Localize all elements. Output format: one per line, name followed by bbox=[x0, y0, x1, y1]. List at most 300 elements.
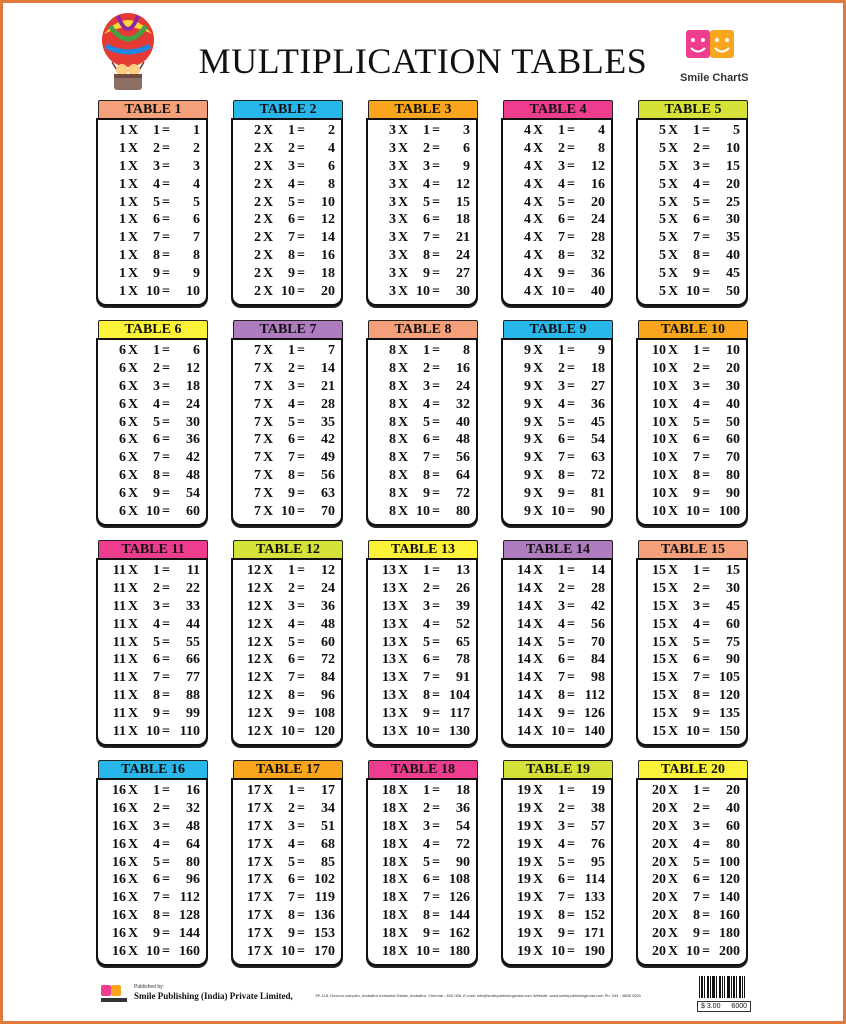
equals-sign: = bbox=[702, 598, 710, 614]
times-sign: X bbox=[263, 486, 274, 502]
multiplier: 7 bbox=[288, 670, 295, 686]
multiplier: 3 bbox=[153, 158, 160, 174]
product: 150 bbox=[719, 724, 740, 740]
product: 9 bbox=[463, 158, 470, 174]
product: 144 bbox=[179, 926, 200, 942]
table-card bbox=[636, 760, 748, 966]
times-sign: X bbox=[398, 230, 409, 246]
multiplicand: 14 bbox=[517, 580, 531, 596]
product: 88 bbox=[186, 688, 200, 704]
table-header: TABLE 1 bbox=[98, 100, 208, 119]
times-sign: X bbox=[668, 360, 679, 376]
product: 90 bbox=[591, 504, 605, 520]
multiplicand: 4 bbox=[524, 123, 531, 138]
product: 190 bbox=[584, 944, 605, 960]
table-row bbox=[368, 562, 476, 580]
multiplier: 8 bbox=[558, 468, 565, 484]
product: 6 bbox=[193, 212, 200, 228]
equals-sign: = bbox=[297, 688, 305, 704]
equals-sign: = bbox=[432, 432, 440, 448]
table-card bbox=[501, 760, 613, 966]
equals-sign: = bbox=[702, 652, 710, 668]
table-row bbox=[368, 907, 476, 925]
equals-sign: = bbox=[162, 248, 170, 264]
equals-sign: = bbox=[432, 468, 440, 484]
multiplier: 1 bbox=[558, 343, 565, 358]
publisher-name: Smile Publishing (India) Private Limited, bbox=[134, 991, 293, 1001]
multiplier: 7 bbox=[153, 670, 160, 686]
table-row bbox=[233, 378, 341, 396]
times-sign: X bbox=[398, 504, 409, 520]
multiplicand: 11 bbox=[112, 634, 126, 650]
equals-sign: = bbox=[297, 818, 305, 834]
equals-sign: = bbox=[702, 563, 710, 578]
multiplicand: 2 bbox=[254, 248, 261, 264]
multiplier: 3 bbox=[288, 598, 295, 614]
times-sign: X bbox=[263, 670, 274, 686]
times-sign: X bbox=[263, 123, 274, 138]
table-row bbox=[503, 414, 611, 432]
times-sign: X bbox=[128, 360, 139, 376]
multiplier: 8 bbox=[288, 248, 295, 264]
product: 60 bbox=[321, 634, 335, 650]
product: 48 bbox=[186, 818, 200, 834]
table-row bbox=[98, 247, 206, 265]
multiplier: 3 bbox=[558, 158, 565, 174]
multiplier: 5 bbox=[693, 194, 700, 210]
multiplicand: 8 bbox=[389, 360, 396, 376]
equals-sign: = bbox=[162, 688, 170, 704]
product: 56 bbox=[456, 450, 470, 466]
product: 120 bbox=[314, 724, 335, 740]
table-row bbox=[638, 503, 746, 521]
table-row bbox=[368, 836, 476, 854]
times-sign: X bbox=[128, 670, 139, 686]
equals-sign: = bbox=[297, 908, 305, 924]
price-box bbox=[697, 1001, 751, 1012]
product: 60 bbox=[726, 432, 740, 448]
multiplicand: 12 bbox=[247, 670, 261, 686]
table-card bbox=[366, 540, 478, 746]
multiplier: 5 bbox=[288, 194, 295, 210]
table-row bbox=[233, 580, 341, 598]
multiplicand: 4 bbox=[524, 284, 531, 300]
times-sign: X bbox=[668, 818, 679, 834]
table-row bbox=[98, 854, 206, 872]
multiplicand: 2 bbox=[254, 158, 261, 174]
table-body bbox=[231, 558, 343, 746]
times-sign: X bbox=[263, 908, 274, 924]
times-sign: X bbox=[398, 616, 409, 632]
product: 70 bbox=[321, 504, 335, 520]
multiplier: 10 bbox=[281, 284, 295, 300]
multiplier: 10 bbox=[146, 504, 160, 520]
product: 40 bbox=[726, 396, 740, 412]
times-sign: X bbox=[398, 248, 409, 264]
multiplier: 2 bbox=[693, 360, 700, 376]
product: 39 bbox=[456, 598, 470, 614]
product: 4 bbox=[598, 123, 605, 138]
equals-sign: = bbox=[297, 158, 305, 174]
multiplicand: 7 bbox=[254, 504, 261, 520]
product: 27 bbox=[591, 378, 605, 394]
multiplier: 3 bbox=[423, 158, 430, 174]
table-row bbox=[638, 449, 746, 467]
equals-sign: = bbox=[162, 140, 170, 156]
publisher-address: SP-118, Dexcon complex, Ambattur Industrial Estate, Ambattur, Chennai - 600 058. E-mail: info@smilepublishingindia.com Website: www.smilepublishingindia.com Ph: 044 - 4858 2000 bbox=[315, 993, 641, 998]
multiplier: 9 bbox=[558, 486, 565, 502]
equals-sign: = bbox=[297, 248, 305, 264]
equals-sign: = bbox=[162, 652, 170, 668]
equals-sign: = bbox=[567, 890, 575, 906]
times-sign: X bbox=[128, 486, 139, 502]
equals-sign: = bbox=[162, 872, 170, 888]
table-row bbox=[98, 140, 206, 158]
equals-sign: = bbox=[432, 212, 440, 228]
equals-sign: = bbox=[432, 194, 440, 210]
times-sign: X bbox=[533, 580, 544, 596]
times-sign: X bbox=[398, 378, 409, 394]
multiplicand: 18 bbox=[382, 818, 396, 834]
multiplier: 2 bbox=[558, 360, 565, 376]
times-sign: X bbox=[668, 432, 679, 448]
table-row bbox=[98, 871, 206, 889]
multiplier: 4 bbox=[423, 836, 430, 852]
multiplicand: 7 bbox=[254, 432, 261, 448]
table-row bbox=[233, 503, 341, 521]
multiplicand: 6 bbox=[119, 504, 126, 520]
multiplier: 1 bbox=[693, 123, 700, 138]
times-sign: X bbox=[668, 396, 679, 412]
multiplier: 8 bbox=[153, 908, 160, 924]
multiplicand: 20 bbox=[652, 926, 666, 942]
table-row bbox=[98, 669, 206, 687]
table-row bbox=[368, 431, 476, 449]
table-row bbox=[638, 854, 746, 872]
table-row bbox=[233, 140, 341, 158]
table-row bbox=[98, 265, 206, 283]
equals-sign: = bbox=[162, 944, 170, 960]
times-sign: X bbox=[263, 836, 274, 852]
table-row bbox=[98, 818, 206, 836]
table-row bbox=[638, 194, 746, 212]
equals-sign: = bbox=[432, 598, 440, 614]
tables-grid bbox=[96, 100, 748, 966]
multiplier: 8 bbox=[423, 688, 430, 704]
multiplicand: 18 bbox=[382, 890, 396, 906]
table-header: TABLE 4 bbox=[503, 100, 613, 119]
equals-sign: = bbox=[297, 432, 305, 448]
equals-sign: = bbox=[297, 854, 305, 870]
multiplicand: 10 bbox=[652, 450, 666, 466]
table-row bbox=[503, 122, 611, 140]
multiplier: 4 bbox=[423, 176, 430, 192]
table-row bbox=[233, 414, 341, 432]
multiplier: 3 bbox=[558, 378, 565, 394]
equals-sign: = bbox=[297, 563, 305, 578]
times-sign: X bbox=[263, 634, 274, 650]
multiplier: 10 bbox=[551, 944, 565, 960]
multiplicand: 15 bbox=[652, 706, 666, 722]
multiplicand: 13 bbox=[382, 652, 396, 668]
multiplicand: 8 bbox=[389, 450, 396, 466]
table-row bbox=[638, 265, 746, 283]
equals-sign: = bbox=[297, 212, 305, 228]
times-sign: X bbox=[263, 360, 274, 376]
multiplier: 2 bbox=[153, 800, 160, 816]
product: 76 bbox=[591, 836, 605, 852]
table-card bbox=[636, 100, 748, 306]
multiplicand: 17 bbox=[247, 926, 261, 942]
multiplicand: 7 bbox=[254, 468, 261, 484]
multiplicand: 3 bbox=[389, 176, 396, 192]
multiplicand: 10 bbox=[652, 414, 666, 430]
times-sign: X bbox=[263, 890, 274, 906]
multiplicand: 17 bbox=[247, 818, 261, 834]
multiplier: 10 bbox=[551, 504, 565, 520]
table-row bbox=[233, 705, 341, 723]
multiplier: 9 bbox=[693, 706, 700, 722]
multiplicand: 4 bbox=[524, 230, 531, 246]
table-row bbox=[638, 818, 746, 836]
product: 21 bbox=[456, 230, 470, 246]
table-row bbox=[503, 176, 611, 194]
product: 160 bbox=[179, 944, 200, 960]
multiplicand: 3 bbox=[389, 140, 396, 156]
multiplier: 2 bbox=[288, 360, 295, 376]
multiplier: 2 bbox=[153, 360, 160, 376]
multiplicand: 2 bbox=[254, 212, 261, 228]
product: 44 bbox=[186, 616, 200, 632]
multiplicand: 7 bbox=[254, 343, 261, 358]
times-sign: X bbox=[398, 818, 409, 834]
times-sign: X bbox=[398, 450, 409, 466]
multiplicand: 2 bbox=[254, 123, 261, 138]
multiplicand: 15 bbox=[652, 616, 666, 632]
table-body bbox=[501, 778, 613, 966]
multiplier: 1 bbox=[693, 343, 700, 358]
times-sign: X bbox=[533, 616, 544, 632]
product: 120 bbox=[719, 872, 740, 888]
times-sign: X bbox=[398, 872, 409, 888]
multiplier: 1 bbox=[423, 783, 430, 798]
multiplicand: 2 bbox=[254, 266, 261, 282]
table-row bbox=[233, 889, 341, 907]
equals-sign: = bbox=[432, 724, 440, 740]
equals-sign: = bbox=[162, 123, 170, 138]
product: 72 bbox=[321, 652, 335, 668]
multiplier: 1 bbox=[153, 563, 160, 578]
equals-sign: = bbox=[567, 598, 575, 614]
multiplier: 4 bbox=[558, 176, 565, 192]
table-row bbox=[638, 467, 746, 485]
multiplier: 3 bbox=[288, 818, 295, 834]
multiplicand: 20 bbox=[652, 908, 666, 924]
equals-sign: = bbox=[702, 212, 710, 228]
equals-sign: = bbox=[567, 396, 575, 412]
multiplicand: 7 bbox=[254, 450, 261, 466]
times-sign: X bbox=[398, 176, 409, 192]
times-sign: X bbox=[668, 212, 679, 228]
multiplier: 7 bbox=[693, 890, 700, 906]
times-sign: X bbox=[128, 688, 139, 704]
multiplier: 8 bbox=[693, 688, 700, 704]
table-row bbox=[638, 925, 746, 943]
product: 56 bbox=[591, 616, 605, 632]
product: 68 bbox=[321, 836, 335, 852]
equals-sign: = bbox=[297, 176, 305, 192]
table-row bbox=[368, 925, 476, 943]
times-sign: X bbox=[128, 284, 139, 300]
multiplier: 3 bbox=[693, 818, 700, 834]
multiplicand: 10 bbox=[652, 360, 666, 376]
product: 133 bbox=[584, 890, 605, 906]
times-sign: X bbox=[263, 818, 274, 834]
multiplicand: 15 bbox=[652, 688, 666, 704]
multiplier: 1 bbox=[153, 783, 160, 798]
table-row bbox=[638, 943, 746, 961]
equals-sign: = bbox=[162, 360, 170, 376]
multiplicand: 17 bbox=[247, 800, 261, 816]
multiplicand: 4 bbox=[524, 266, 531, 282]
table-row bbox=[503, 140, 611, 158]
equals-sign: = bbox=[162, 854, 170, 870]
multiplicand: 18 bbox=[382, 908, 396, 924]
product: 24 bbox=[321, 580, 335, 596]
product: 54 bbox=[186, 486, 200, 502]
equals-sign: = bbox=[432, 872, 440, 888]
multiplier: 1 bbox=[423, 123, 430, 138]
equals-sign: = bbox=[432, 688, 440, 704]
product: 108 bbox=[449, 872, 470, 888]
table-row bbox=[98, 211, 206, 229]
multiplicand: 20 bbox=[652, 944, 666, 960]
equals-sign: = bbox=[702, 944, 710, 960]
multiplier: 8 bbox=[288, 688, 295, 704]
times-sign: X bbox=[668, 123, 679, 138]
equals-sign: = bbox=[297, 783, 305, 798]
equals-sign: = bbox=[702, 670, 710, 686]
times-sign: X bbox=[533, 123, 544, 138]
multiplicand: 5 bbox=[659, 248, 666, 264]
table-row bbox=[98, 485, 206, 503]
product: 180 bbox=[719, 926, 740, 942]
equals-sign: = bbox=[702, 396, 710, 412]
equals-sign: = bbox=[702, 123, 710, 138]
table-row bbox=[638, 229, 746, 247]
table-row bbox=[503, 247, 611, 265]
times-sign: X bbox=[263, 872, 274, 888]
equals-sign: = bbox=[297, 450, 305, 466]
product: 114 bbox=[584, 872, 605, 888]
equals-sign: = bbox=[432, 248, 440, 264]
table-row bbox=[638, 871, 746, 889]
equals-sign: = bbox=[162, 724, 170, 740]
multiplier: 9 bbox=[558, 706, 565, 722]
equals-sign: = bbox=[162, 706, 170, 722]
table-card bbox=[96, 760, 208, 966]
equals-sign: = bbox=[297, 872, 305, 888]
equals-sign: = bbox=[162, 266, 170, 282]
times-sign: X bbox=[668, 266, 679, 282]
product: 13 bbox=[456, 563, 470, 578]
table-card bbox=[96, 540, 208, 746]
product: 112 bbox=[584, 688, 605, 704]
multiplier: 5 bbox=[693, 854, 700, 870]
product: 136 bbox=[314, 908, 335, 924]
multiplier: 7 bbox=[693, 450, 700, 466]
equals-sign: = bbox=[567, 158, 575, 174]
product: 10 bbox=[186, 284, 200, 300]
product: 20 bbox=[591, 194, 605, 210]
equals-sign: = bbox=[702, 634, 710, 650]
multiplier: 4 bbox=[288, 396, 295, 412]
times-sign: X bbox=[668, 598, 679, 614]
times-sign: X bbox=[398, 123, 409, 138]
multiplicand: 1 bbox=[119, 230, 126, 246]
multiplier: 9 bbox=[288, 486, 295, 502]
multiplicand: 16 bbox=[112, 926, 126, 942]
times-sign: X bbox=[668, 854, 679, 870]
multiplicand: 11 bbox=[112, 670, 126, 686]
multiplier: 1 bbox=[693, 783, 700, 798]
times-sign: X bbox=[668, 890, 679, 906]
table-row bbox=[233, 283, 341, 301]
multiplier: 7 bbox=[288, 450, 295, 466]
product: 65 bbox=[456, 634, 470, 650]
multiplicand: 2 bbox=[254, 176, 261, 192]
table-row bbox=[638, 669, 746, 687]
table-row bbox=[638, 414, 746, 432]
product: 48 bbox=[456, 432, 470, 448]
table-row bbox=[368, 943, 476, 961]
product: 28 bbox=[591, 230, 605, 246]
multiplicand: 17 bbox=[247, 908, 261, 924]
table-row bbox=[503, 229, 611, 247]
multiplicand: 20 bbox=[652, 854, 666, 870]
table-row bbox=[638, 158, 746, 176]
table-row bbox=[233, 854, 341, 872]
equals-sign: = bbox=[162, 432, 170, 448]
table-row bbox=[503, 580, 611, 598]
multiplier: 5 bbox=[288, 414, 295, 430]
multiplicand: 10 bbox=[652, 396, 666, 412]
multiplier: 2 bbox=[693, 800, 700, 816]
product: 98 bbox=[591, 670, 605, 686]
multiplicand: 15 bbox=[652, 670, 666, 686]
table-row bbox=[368, 634, 476, 652]
multiplier: 7 bbox=[153, 230, 160, 246]
multiplicand: 1 bbox=[119, 212, 126, 228]
product: 12 bbox=[591, 158, 605, 174]
multiplicand: 7 bbox=[254, 414, 261, 430]
table-row bbox=[503, 871, 611, 889]
times-sign: X bbox=[533, 140, 544, 156]
times-sign: X bbox=[263, 800, 274, 816]
equals-sign: = bbox=[567, 783, 575, 798]
multiplier: 9 bbox=[693, 926, 700, 942]
times-sign: X bbox=[263, 432, 274, 448]
table-header: TABLE 15 bbox=[638, 540, 748, 559]
table-row bbox=[503, 360, 611, 378]
product: 80 bbox=[456, 504, 470, 520]
multiplicand: 6 bbox=[119, 378, 126, 394]
multiplier: 6 bbox=[423, 432, 430, 448]
times-sign: X bbox=[128, 468, 139, 484]
multiplier: 6 bbox=[693, 432, 700, 448]
product: 4 bbox=[193, 176, 200, 192]
times-sign: X bbox=[263, 396, 274, 412]
